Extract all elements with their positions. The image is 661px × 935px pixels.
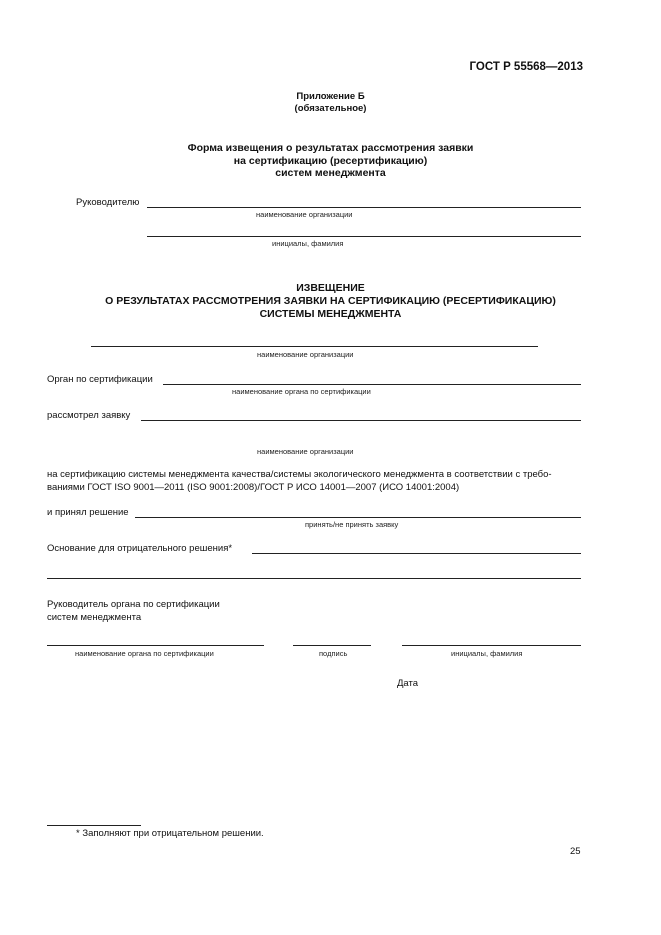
signature-org-field[interactable] [47,645,264,646]
grounds-field[interactable] [252,553,581,554]
form-title-line3: систем менеджмента [275,167,386,179]
appendix-subtitle: (обязательное) [294,103,367,114]
reviewed-field[interactable] [141,420,581,421]
signature-sign-field[interactable] [293,645,371,646]
cert-body-label: Орган по сертификации [47,374,153,385]
standard-header: ГОСТ Р 55568—2013 [469,61,583,73]
org-field[interactable] [91,346,538,347]
addressee-org-hint: наименование организации [256,210,353,219]
grounds-field-line2[interactable] [47,578,581,579]
appendix-title: Приложение Б [296,91,365,102]
signature-org-hint: наименование органа по сертификации [75,649,214,658]
page-number: 25 [570,846,581,857]
addressee-label: Руководителю [76,197,140,208]
grounds-label: Основание для отрицательного решения* [47,543,233,554]
paragraph-line1: на сертификацию системы менеджмента качества/системы экологического менеджмента в соответствии с требо- [47,469,552,480]
signature-name-field[interactable] [402,645,581,646]
reviewed-org-hint: наименование организации [257,447,354,456]
signature-name-hint: инициалы, фамилия [451,649,523,658]
footnote-text: * Заполняют при отрицательном решении. [76,828,264,839]
form-title-line1: Форма извещения о результатах рассмотрения заявки [187,142,474,154]
signature-label-line1: Руководитель органа по сертификации [47,599,220,610]
signature-sign-hint: подпись [319,649,348,658]
org-hint: наименование организации [257,350,354,359]
decision-field[interactable] [135,517,581,518]
reviewed-label: рассмотрел заявку [47,410,131,421]
date-label: Дата [397,678,419,689]
notice-title-line3: СИСТЕМЫ МЕНЕДЖМЕНТА [259,308,402,320]
form-title-line2: на сертификацию (ресертификацию) [233,155,428,167]
cert-body-field[interactable] [163,384,581,385]
notice-title-line1: ИЗВЕЩЕНИЕ [296,282,365,294]
addressee-name-hint: инициалы, фамилия [272,239,344,248]
addressee-org-field[interactable] [147,207,581,208]
addressee-name-field[interactable] [147,236,581,237]
paragraph-line2: ваниями ГОСТ ISO 9001—2011 (ISO 9001:2008)/ГОСТ Р ИСО 14001—2007 (ИСО 14001:2004) [47,482,460,493]
decision-hint: принять/не принять заявку [305,520,399,529]
signature-label-line2: систем менеджмента [47,612,142,623]
notice-title-line2: О РЕЗУЛЬТАТАХ РАССМОТРЕНИЯ ЗАЯВКИ НА СЕРТИФИКАЦИЮ (РЕСЕРТИФИКАЦИЮ) [105,295,556,307]
footnote-separator [47,825,141,826]
decision-label: и принял решение [47,507,129,518]
cert-body-hint: наименование органа по сертификации [232,387,371,396]
